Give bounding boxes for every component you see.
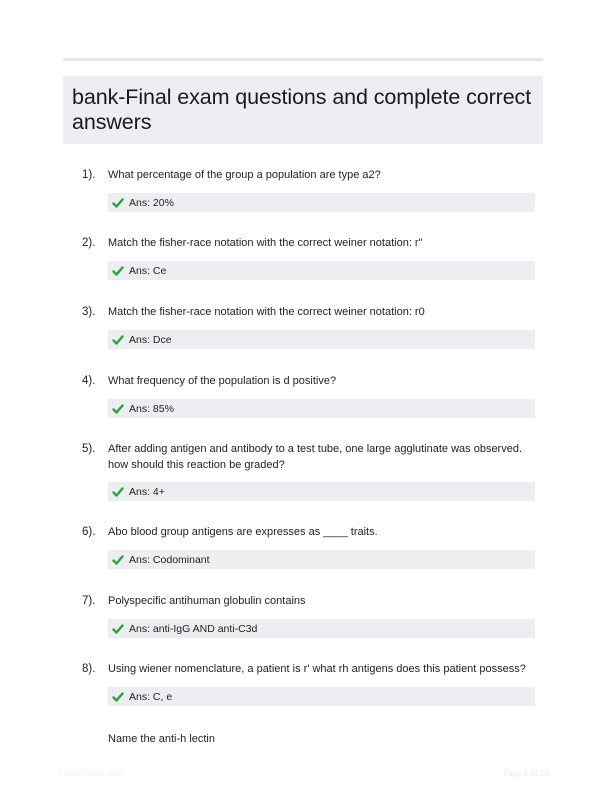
question-text: Match the fisher-race notation with the correct weiner notation: r0 xyxy=(108,306,425,318)
answer-text: Ans: 4+ xyxy=(129,485,165,498)
page-number: Page 1 of 18 xyxy=(503,768,549,778)
answer-box xyxy=(108,330,535,349)
check-icon xyxy=(112,486,124,498)
answer-box xyxy=(108,687,535,706)
question-text: Polyspecific antihuman globulin contains xyxy=(108,595,306,607)
answer-box xyxy=(108,550,535,569)
trailing-question-text: Name the anti-h lectin xyxy=(108,733,215,745)
question-number: 7). xyxy=(82,595,96,607)
question-text: After adding antigen and antibody to a test tube, one large agglutinate was observed. how should this reaction be graded? xyxy=(108,443,523,471)
answer-text: Ans: Codominant xyxy=(129,553,210,566)
answer-text: Ans: 85% xyxy=(129,402,174,415)
check-icon xyxy=(112,197,124,209)
question-number: 5). xyxy=(82,443,96,455)
question-text: Match the fisher-race notation with the correct weiner notation: r" xyxy=(108,237,423,249)
page-title: bank-Final exam questions and complete correct answers xyxy=(72,85,532,134)
question-number: 2). xyxy=(82,237,96,249)
title-banner xyxy=(63,76,543,144)
check-icon xyxy=(112,554,124,566)
question-text: Abo blood group antigens are expresses as ____ traits. xyxy=(108,526,378,538)
question-text: Using wiener nomenclature, a patient is r' what rh antigens does this patient possess? xyxy=(108,663,526,675)
answer-box xyxy=(108,193,535,212)
answer-box xyxy=(108,399,535,418)
question-number: 8). xyxy=(82,663,96,675)
answer-box xyxy=(108,261,535,280)
question-text: What frequency of the population is d positive? xyxy=(108,375,337,387)
answer-text: Ans: anti-IgG AND anti-C3d xyxy=(129,622,258,635)
answer-text: Ans: Ce xyxy=(129,264,167,277)
question-number: 4). xyxy=(82,375,96,387)
answer-box xyxy=(108,619,535,638)
question-text: What percentage of the group a population are type a2? xyxy=(108,169,381,181)
question-number: 3). xyxy=(82,306,96,318)
top-divider xyxy=(63,58,543,61)
answer-box xyxy=(108,482,535,501)
answer-text: Ans: C, e xyxy=(129,690,173,703)
check-icon xyxy=(112,691,124,703)
check-icon xyxy=(112,403,124,415)
answer-text: Ans: 20% xyxy=(129,196,174,209)
answer-text: Ans: Dce xyxy=(129,333,172,346)
check-icon xyxy=(112,623,124,635)
question-number: 6). xyxy=(82,526,96,538)
footer-watermark: PaperStore.com xyxy=(58,768,124,778)
check-icon xyxy=(112,265,124,277)
question-number: 1). xyxy=(82,169,96,181)
check-icon xyxy=(112,334,124,346)
